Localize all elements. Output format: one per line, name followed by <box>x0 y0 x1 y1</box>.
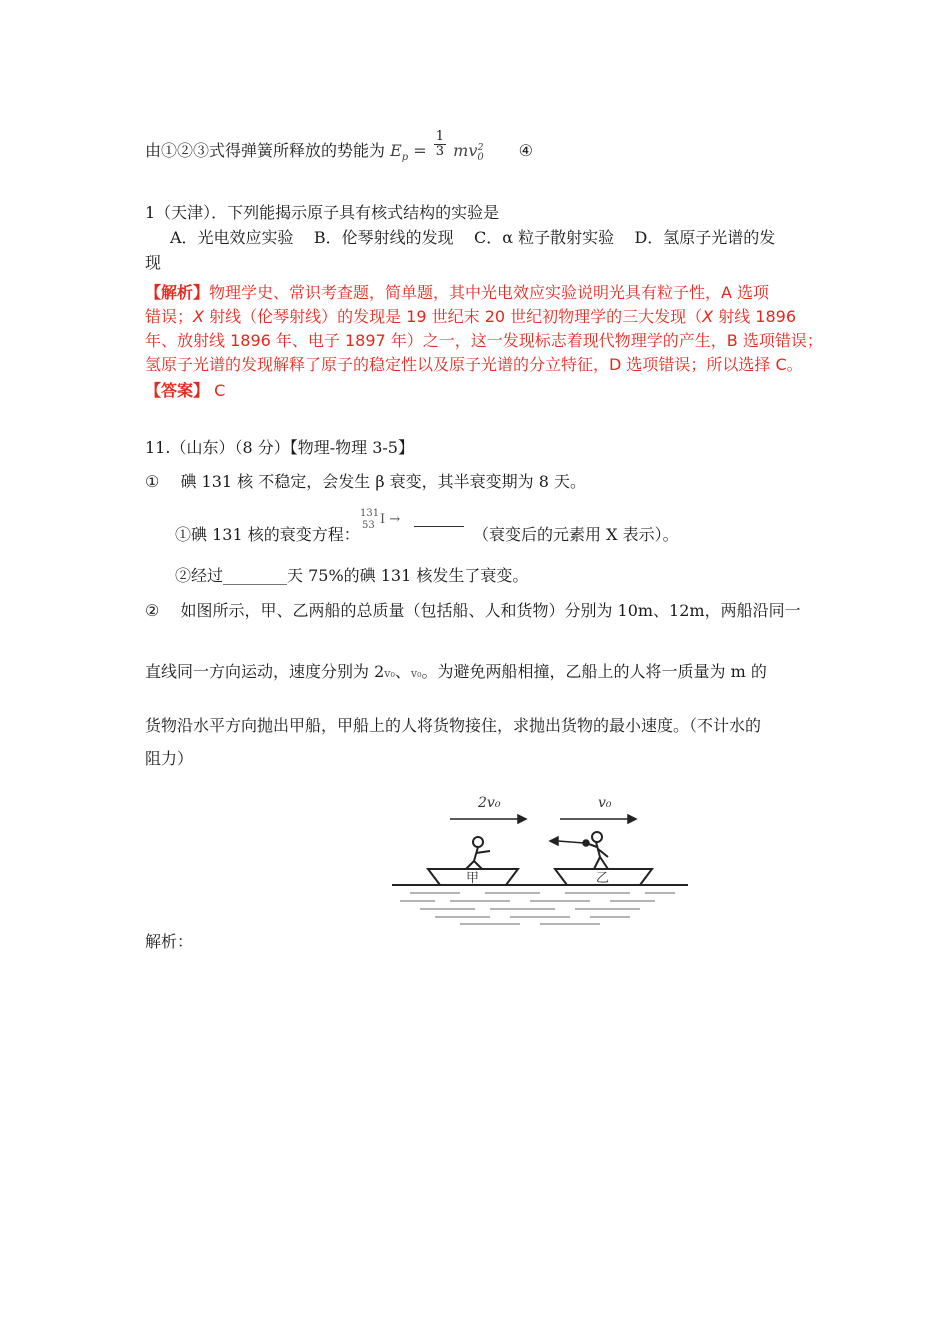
q1-analysis-line-4: 氢原子光谱的发现解释了原子的稳定性以及原子光谱的分立特征，D 选项错误；所以选择 C。 <box>145 355 803 374</box>
q1-analysis-line-2: 错误；X 射线（伦琴射线）的发现是 19 世纪末 20 世纪初物理学的三大发现（X 射线 1896 <box>145 307 797 326</box>
part1-text: 碘 131 核 不稳定，会发生 β 衰变，其半衰变期为 8 天。 <box>180 472 587 491</box>
days-blank: ________ <box>223 566 288 585</box>
boats-figure <box>390 785 690 930</box>
answer-value: C <box>214 381 226 400</box>
velocity-arrow-right <box>560 815 636 823</box>
q11-line4: 阻力） <box>145 749 194 768</box>
q11-header: 11.（山东）（8 分）【物理-物理 3-5】 <box>145 438 414 457</box>
equals-sign: = <box>413 141 427 160</box>
q1-stem: 1（天津）．下列能揭示原子具有核式结构的实验是 <box>145 203 500 222</box>
mv-term: $mv_0^2$ <box>453 141 484 163</box>
part2-text: 如图所示，甲、乙两船的总质量（包括船、人和货物）分别为 10m、12m，两船沿同一 <box>180 601 801 620</box>
energy-line <box>145 129 533 168</box>
velocity-label-left: 2v₀ <box>478 795 501 811</box>
q1-options: A．光电效应实验 B．伦琴射线的发现 C．α 粒子散射实验 D．氢原子光谱的发 <box>170 228 776 247</box>
q11-part1 <box>145 472 586 492</box>
part2-marker: ② <box>145 601 160 620</box>
q11-line2: 直线同一方向运动，速度分别为 2v₀、v₀。为避免两船相撞，乙船上的人将一质量为 m 的 <box>145 662 767 681</box>
cargo-arrow <box>550 837 589 846</box>
analysis-label: 【解析】 <box>145 283 210 302</box>
q11-sub1 <box>175 525 360 545</box>
q1-options-wrap: 现 <box>145 253 162 272</box>
sub1-suffix: （衰变后的元素用 X 表示）。 <box>473 525 679 544</box>
q11-line3: 货物沿水平方向抛出甲船，甲船上的人将货物接住，求抛出货物的最小速度。（不计水的 <box>145 716 762 735</box>
q11-part2 <box>145 601 801 621</box>
fraction: $\frac{1}{3}$ <box>435 129 445 159</box>
energy-text: 由①②③式得弹簧所释放的势能为 <box>145 141 386 160</box>
solution-label: 解析： <box>145 932 194 951</box>
q1-analysis-line-1: 【解析】物理学史、常识考查题，简单题，其中光电效应实验说明光具有粒子性，A 选项 <box>145 283 770 302</box>
water-ripples <box>400 893 675 924</box>
person-left <box>466 837 490 869</box>
ep-symbol: $E_p$ <box>390 141 409 163</box>
velocity-arrow-left <box>450 815 526 823</box>
decay-equation: 131 53 I → <box>358 508 470 546</box>
answer-label: 【答案】 <box>145 381 210 400</box>
q1-answer <box>145 381 225 401</box>
velocity-label-right: v₀ <box>598 795 612 811</box>
boat-label-right: 乙 <box>596 871 610 886</box>
part1-marker: ① <box>145 472 160 491</box>
q1-analysis-line-3: 年、放射线 1896 年、电子 1897 年）之一，这一发现标志着现代物理学的产生，B 选项错误； <box>145 331 823 350</box>
sub1-text: ①碘 131 核的衰变方程： <box>175 525 360 544</box>
person-right <box>586 832 608 869</box>
decay-answer-blank <box>414 526 464 527</box>
q11-sub2: ②经过________天 75%的碘 131 核发生了衰变。 <box>175 566 529 585</box>
equation-marker: ④ <box>518 141 533 160</box>
boat-label-left: 甲 <box>466 871 480 886</box>
